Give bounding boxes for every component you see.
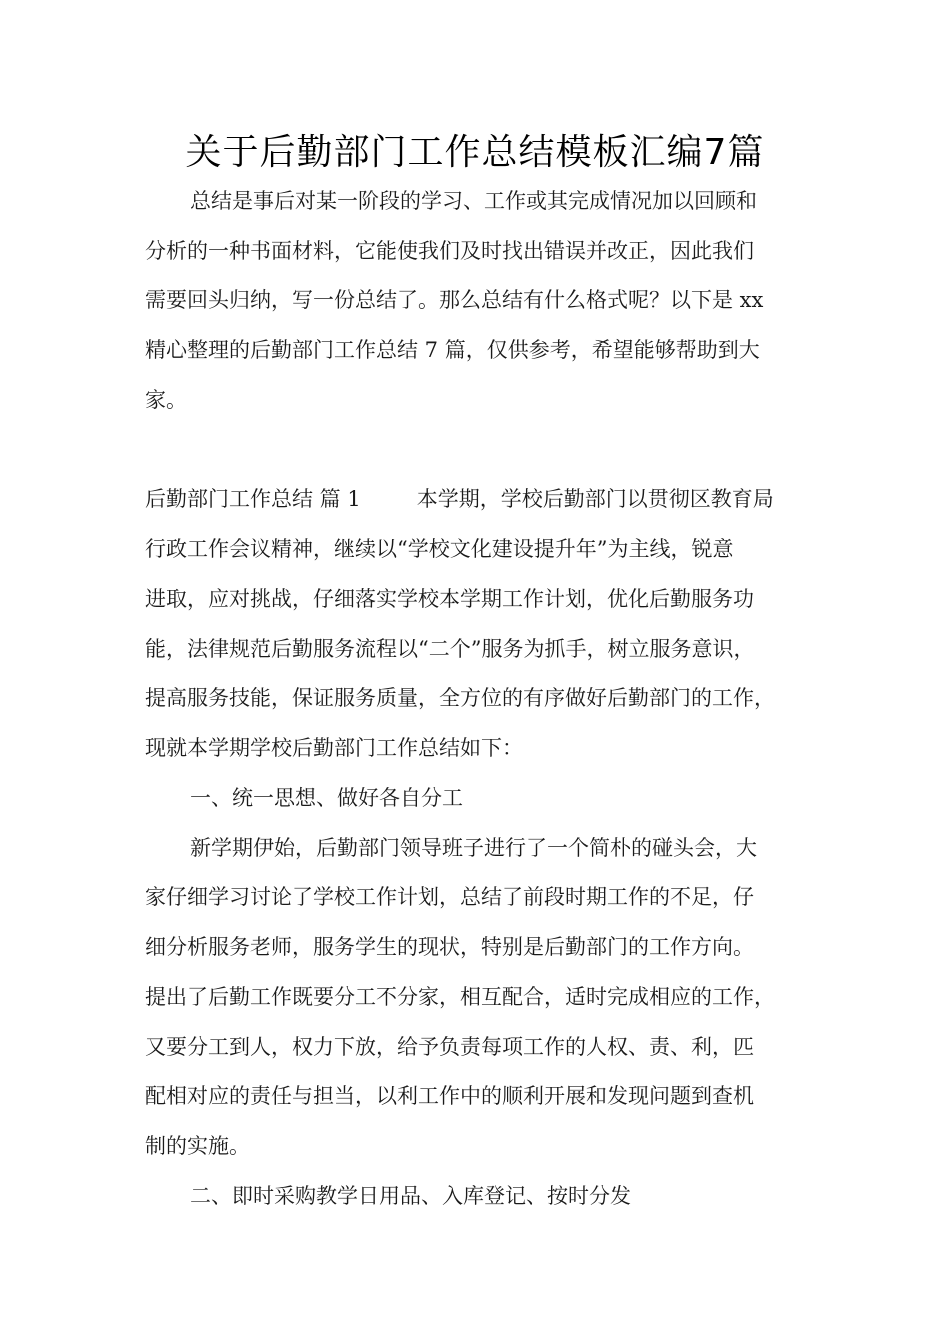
intro-line: 分析的一种书面材料，它能使我们及时找出错误并改正，因此我们 — [145, 239, 754, 263]
subheading: 二、即时采购教学日用品、入库登记、按时分发 — [190, 1184, 631, 1208]
body-line: 进取，应对挑战，仔细落实学校本学期工作计划，优化后勤服务功 — [145, 587, 754, 611]
body-line: 配相对应的责任与担当，以利工作中的顺利开展和发现问题到查机 — [145, 1084, 754, 1108]
body-line: 提高服务技能，保证服务质量，全方位的有序做好后勤部门的工作， — [145, 686, 775, 710]
section-heading-line — [145, 484, 815, 514]
section-first-line: 本学期，学校后勤部门以贯彻区教育局 — [416, 487, 774, 511]
body-line: 细分析服务老师，服务学生的现状，特别是后勤部门的工作方向。 — [145, 935, 754, 959]
body-line: 又要分工到人，权力下放，给予负责每项工作的人权、责、利，匹 — [145, 1035, 754, 1059]
body-line: 能，法律规范后勤服务流程以“二个”服务为抓手，树立服务意识， — [145, 637, 755, 661]
document-title: 关于后勤部门工作总结模板汇编7篇 — [185, 132, 765, 173]
body-line: 现就本学期学校后勤部门工作总结如下： — [145, 736, 523, 760]
subheading: 一、统一思想、做好各自分工 — [190, 786, 463, 810]
body-line: 提出了后勤工作既要分工不分家，相互配合，适时完成相应的工作， — [145, 985, 775, 1009]
intro-line: 家。 — [145, 388, 187, 412]
body-line: 家仔细学习讨论了学校工作计划，总结了前段时期工作的不足，仔 — [145, 885, 754, 909]
intro-line: 总结是事后对某一阶段的学习、工作或其完成情况加以回顾和 — [190, 189, 757, 213]
body-line: 行政工作会议精神，继续以“学校文化建设提升年”为主线，锐意 — [145, 537, 734, 561]
section-heading: 后勤部门工作总结 篇 1 — [145, 487, 361, 511]
body-line: 制的实施。 — [145, 1134, 250, 1158]
intro-line: 需要回头归纳，写一份总结了。那么总结有什么格式呢？以下是 xx — [145, 288, 764, 312]
intro-line: 精心整理的后勤部门工作总结 7 篇，仅供参考，希望能够帮助到大 — [145, 338, 760, 362]
body-line: 新学期伊始，后勤部门领导班子进行了一个简朴的碰头会，大 — [190, 836, 757, 860]
